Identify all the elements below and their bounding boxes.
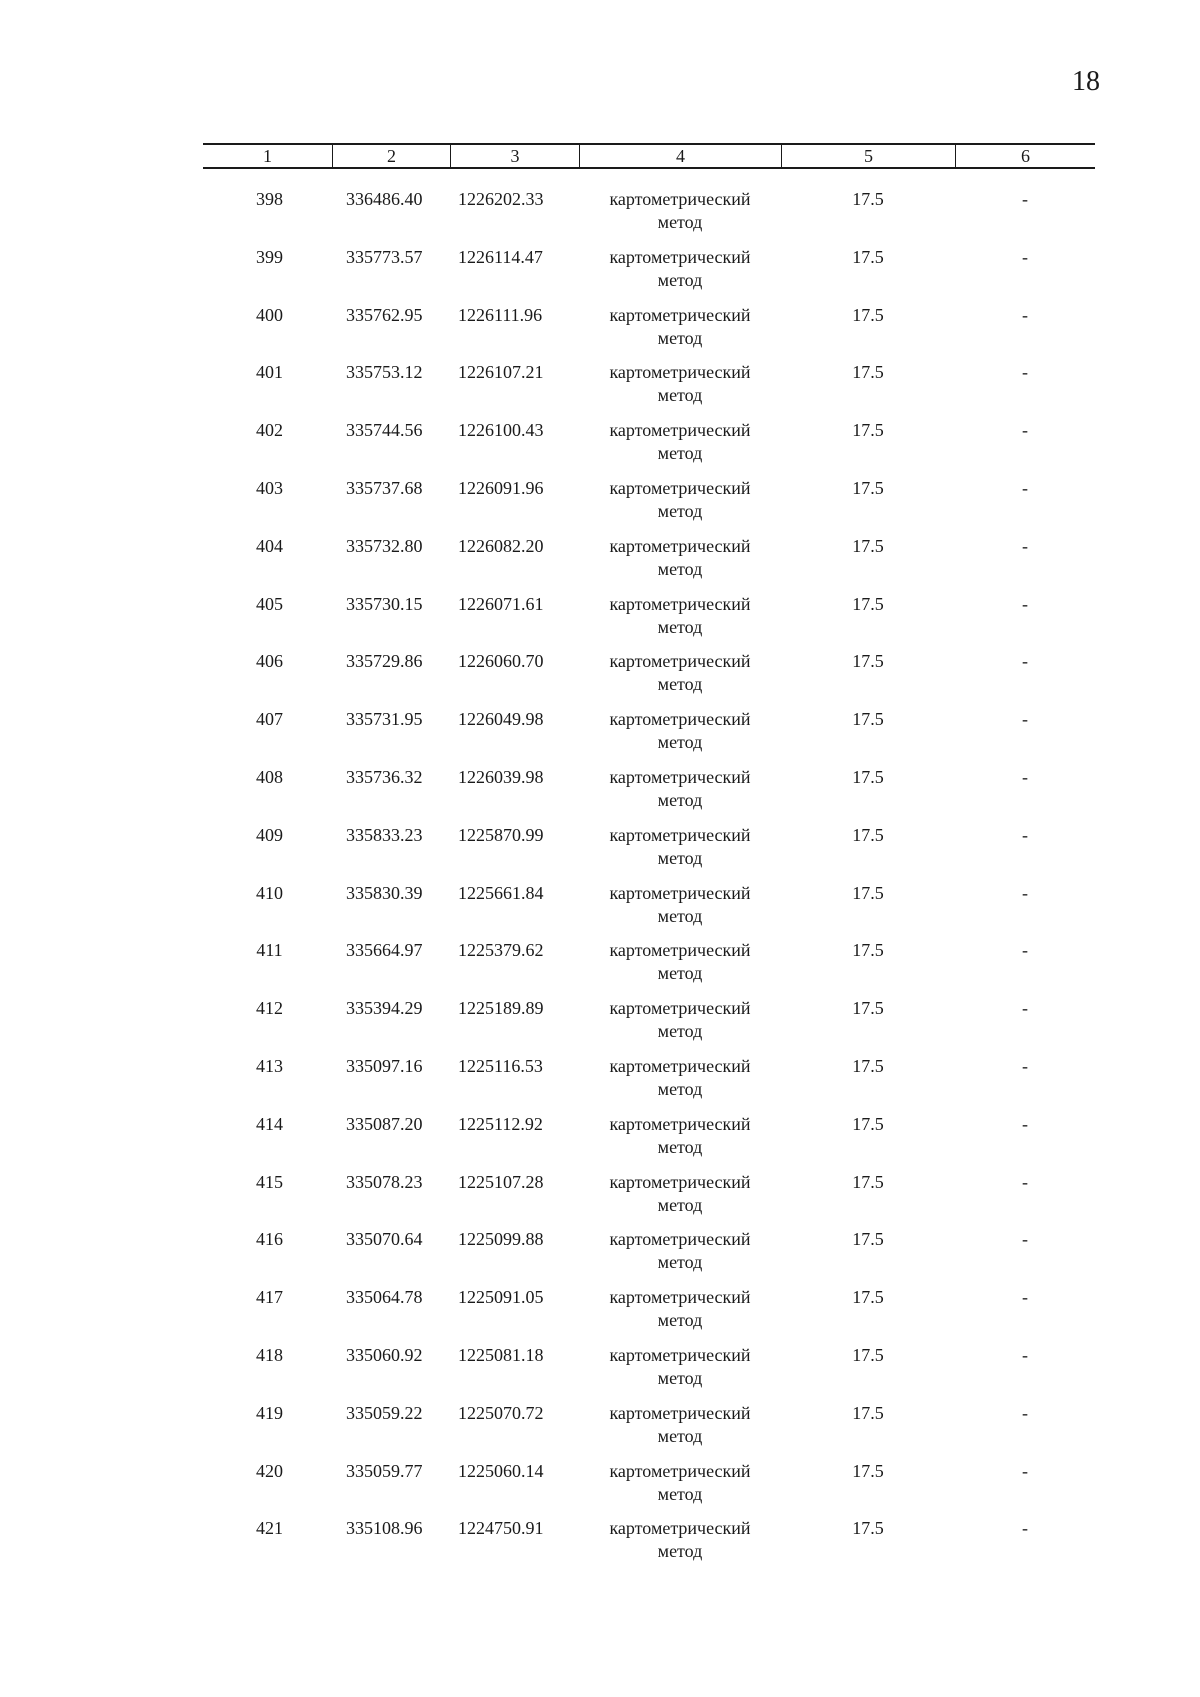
accuracy-value: 17.5 [852, 1229, 884, 1250]
table-row [203, 1402, 1095, 1460]
method-line-1: картометрический [609, 651, 751, 672]
x-coordinate: 335730.15 [346, 593, 423, 614]
method-line-1: картометрический [609, 940, 751, 961]
x-coordinate: 335732.80 [346, 535, 423, 556]
x-coordinate: 335729.86 [346, 651, 423, 672]
y-coordinate: 1226111.96 [458, 304, 543, 325]
accuracy-value: 17.5 [852, 593, 884, 614]
note-value: - [1022, 593, 1028, 614]
column-header-5: 5 [781, 145, 955, 167]
method-cell [579, 477, 781, 535]
point-number: 400 [256, 304, 283, 325]
method-line-1: картометрический [609, 882, 751, 903]
note-value: - [1022, 362, 1028, 383]
method-line-2: метод [657, 1021, 703, 1042]
x-coordinate: 335762.95 [346, 304, 423, 325]
table-row [203, 824, 1095, 882]
method-line-2: метод [657, 963, 703, 984]
method-line-1: картометрический [609, 189, 751, 209]
method-line-2: метод [657, 1194, 703, 1215]
y-coordinate: 1225060.14 [458, 1460, 544, 1481]
note-value: - [1022, 304, 1028, 325]
table-row [203, 477, 1095, 535]
y-coordinate: 1225112.92 [458, 1113, 543, 1134]
point-number: 411 [256, 940, 283, 961]
point-number: 418 [256, 1344, 283, 1365]
point-number: 415 [256, 1171, 283, 1192]
method-line-1: картометрический [609, 1344, 751, 1365]
table-row [203, 650, 1095, 708]
method-line-1: картометрический [609, 420, 751, 441]
method-line-1: картометрический [609, 304, 751, 325]
note-value: - [1022, 766, 1028, 787]
table-body [203, 169, 1095, 1575]
note-value: - [1022, 1287, 1028, 1308]
accuracy-value: 17.5 [852, 304, 884, 325]
table-row [203, 997, 1095, 1055]
method-line-1: картометрический [609, 824, 751, 845]
method-line-2: метод [657, 1483, 703, 1504]
note-value: - [1022, 1402, 1028, 1423]
method-line-2: метод [657, 674, 703, 695]
method-line-2: метод [657, 1425, 703, 1446]
table-row [203, 593, 1095, 651]
method-cell [579, 650, 781, 708]
column-header-2: 2 [332, 145, 450, 167]
table-row [203, 304, 1095, 362]
note-value: - [1022, 709, 1028, 730]
point-number: 398 [256, 189, 283, 209]
method-line-1: картометрический [609, 1171, 751, 1192]
method-line-2: метод [657, 1136, 703, 1157]
note-value: - [1022, 1055, 1028, 1076]
method-cell [579, 593, 781, 651]
column-header-3: 3 [450, 145, 579, 167]
x-coordinate: 335097.16 [346, 1055, 423, 1076]
column-header-1: 1 [263, 146, 272, 166]
method-cell [579, 304, 781, 362]
column-header-6: 6 [955, 145, 1095, 167]
point-number: 406 [256, 651, 283, 672]
note-value: - [1022, 998, 1028, 1019]
accuracy-value: 17.5 [852, 1113, 884, 1134]
accuracy-value: 17.5 [852, 940, 884, 961]
y-coordinate: 1225189.89 [458, 998, 544, 1019]
point-number: 420 [256, 1460, 283, 1481]
y-coordinate: 1226039.98 [458, 766, 544, 787]
method-cell [579, 708, 781, 766]
method-line-1: картометрический [609, 362, 751, 383]
y-coordinate: 1226100.43 [458, 420, 544, 441]
method-cell [579, 246, 781, 304]
table-row [203, 1517, 1095, 1575]
point-number: 421 [256, 1518, 283, 1539]
note-value: - [1022, 477, 1028, 498]
method-cell [579, 766, 781, 824]
note-value: - [1022, 189, 1028, 209]
accuracy-value: 17.5 [852, 882, 884, 903]
x-coordinate: 335064.78 [346, 1287, 423, 1308]
accuracy-value: 17.5 [852, 1344, 884, 1365]
method-line-2: метод [657, 269, 703, 290]
method-line-2: метод [657, 1541, 703, 1562]
x-coordinate: 335737.68 [346, 477, 423, 498]
accuracy-value: 17.5 [852, 1460, 884, 1481]
accuracy-value: 17.5 [852, 420, 884, 441]
point-number: 405 [256, 593, 283, 614]
method-line-2: метод [657, 1252, 703, 1273]
method-cell [579, 535, 781, 593]
x-coordinate: 335744.56 [346, 420, 423, 441]
x-coordinate: 335664.97 [346, 940, 423, 961]
x-coordinate: 335078.23 [346, 1171, 423, 1192]
x-coordinate: 335830.39 [346, 882, 423, 903]
method-cell [579, 1402, 781, 1460]
accuracy-value: 17.5 [852, 1287, 884, 1308]
note-value: - [1022, 1171, 1028, 1192]
y-coordinate: 1226071.61 [458, 593, 544, 614]
method-line-2: метод [657, 212, 703, 232]
note-value: - [1022, 882, 1028, 903]
y-coordinate: 1226082.20 [458, 535, 544, 556]
y-coordinate: 1225081.18 [458, 1344, 544, 1365]
x-coordinate: 335070.64 [346, 1229, 423, 1250]
method-cell [579, 882, 781, 940]
method-line-1: картометрический [609, 1113, 751, 1134]
method-line-2: метод [657, 732, 703, 753]
method-cell [579, 1344, 781, 1402]
method-line-1: картометрический [609, 1402, 751, 1423]
method-line-2: метод [657, 1078, 703, 1099]
note-value: - [1022, 1229, 1028, 1250]
table-row [203, 939, 1095, 997]
method-line-1: картометрический [609, 477, 751, 498]
method-cell [579, 1113, 781, 1171]
method-cell [579, 1171, 781, 1229]
method-line-1: картометрический [609, 593, 751, 614]
accuracy-value: 17.5 [852, 362, 884, 383]
note-value: - [1022, 420, 1028, 441]
point-number: 416 [256, 1229, 283, 1250]
method-cell [579, 419, 781, 477]
x-coordinate: 335736.32 [346, 766, 423, 787]
point-number: 402 [256, 420, 283, 441]
note-value: - [1022, 824, 1028, 845]
note-value: - [1022, 246, 1028, 267]
x-coordinate: 335059.22 [346, 1402, 423, 1423]
coordinates-table [203, 143, 1095, 1575]
method-line-2: метод [657, 847, 703, 868]
point-number: 408 [256, 766, 283, 787]
y-coordinate: 1226107.21 [458, 362, 544, 383]
method-line-2: метод [657, 558, 703, 579]
y-coordinate: 1225116.53 [458, 1055, 543, 1076]
table-row [203, 1344, 1095, 1402]
method-line-1: картометрический [609, 1518, 751, 1539]
y-coordinate: 1224750.91 [458, 1518, 544, 1539]
method-line-2: метод [657, 1367, 703, 1388]
point-number: 417 [256, 1287, 283, 1308]
y-coordinate: 1225870.99 [458, 824, 544, 845]
method-cell [579, 1055, 781, 1113]
table-row [203, 246, 1095, 304]
y-coordinate: 1225107.28 [458, 1171, 544, 1192]
y-coordinate: 1225099.88 [458, 1229, 544, 1250]
accuracy-value: 17.5 [852, 1055, 884, 1076]
table-row [203, 1228, 1095, 1286]
note-value: - [1022, 1460, 1028, 1481]
method-line-2: метод [657, 1310, 703, 1331]
method-cell [579, 1460, 781, 1518]
method-cell [579, 939, 781, 997]
table-row [203, 766, 1095, 824]
note-value: - [1022, 940, 1028, 961]
point-number: 409 [256, 824, 283, 845]
method-line-1: картометрический [609, 766, 751, 787]
method-line-1: картометрический [609, 709, 751, 730]
column-header-4: 4 [579, 145, 781, 167]
x-coordinate: 336486.40 [346, 189, 423, 209]
method-cell [579, 1228, 781, 1286]
y-coordinate: 1225070.72 [458, 1402, 544, 1423]
table-header-row [203, 143, 1095, 169]
note-value: - [1022, 651, 1028, 672]
accuracy-value: 17.5 [852, 1171, 884, 1192]
table-row [203, 882, 1095, 940]
table-row [203, 1113, 1095, 1171]
x-coordinate: 335059.77 [346, 1460, 423, 1481]
accuracy-value: 17.5 [852, 189, 884, 209]
method-line-2: метод [657, 616, 703, 637]
point-number: 419 [256, 1402, 283, 1423]
method-line-2: метод [657, 443, 703, 464]
accuracy-value: 17.5 [852, 998, 884, 1019]
table-row [203, 1286, 1095, 1344]
accuracy-value: 17.5 [852, 651, 884, 672]
method-line-2: метод [657, 385, 703, 406]
y-coordinate: 1226202.33 [458, 189, 544, 209]
method-line-1: картометрический [609, 1460, 751, 1481]
method-cell [579, 997, 781, 1055]
accuracy-value: 17.5 [852, 766, 884, 787]
table-row [203, 535, 1095, 593]
accuracy-value: 17.5 [852, 535, 884, 556]
table-row [203, 419, 1095, 477]
x-coordinate: 335833.23 [346, 824, 423, 845]
point-number: 414 [256, 1113, 283, 1134]
method-line-1: картометрический [609, 1055, 751, 1076]
method-line-1: картометрический [609, 1229, 751, 1250]
page-number: 18 [1072, 66, 1100, 97]
note-value: - [1022, 1113, 1028, 1134]
x-coordinate: 335773.57 [346, 246, 423, 267]
method-cell [579, 188, 781, 246]
y-coordinate: 1226114.47 [458, 246, 543, 267]
point-number: 412 [256, 998, 283, 1019]
point-number: 401 [256, 362, 283, 383]
y-coordinate: 1226091.96 [458, 477, 544, 498]
y-coordinate: 1225661.84 [458, 882, 544, 903]
accuracy-value: 17.5 [852, 246, 884, 267]
x-coordinate: 335394.29 [346, 998, 423, 1019]
x-coordinate: 335753.12 [346, 362, 423, 383]
table-row [203, 1460, 1095, 1518]
x-coordinate: 335731.95 [346, 709, 423, 730]
method-cell [579, 1517, 781, 1575]
accuracy-value: 17.5 [852, 1518, 884, 1539]
y-coordinate: 1225379.62 [458, 940, 544, 961]
accuracy-value: 17.5 [852, 709, 884, 730]
x-coordinate: 335108.96 [346, 1518, 423, 1539]
method-line-2: метод [657, 789, 703, 810]
method-line-2: метод [657, 327, 703, 348]
accuracy-value: 17.5 [852, 477, 884, 498]
method-cell [579, 1286, 781, 1344]
table-row [203, 1171, 1095, 1229]
method-line-2: метод [657, 500, 703, 521]
point-number: 403 [256, 477, 283, 498]
note-value: - [1022, 1518, 1028, 1539]
method-line-1: картометрический [609, 246, 751, 267]
accuracy-value: 17.5 [852, 1402, 884, 1423]
y-coordinate: 1225091.05 [458, 1287, 544, 1308]
accuracy-value: 17.5 [852, 824, 884, 845]
point-number: 413 [256, 1055, 283, 1076]
table-row [203, 361, 1095, 419]
point-number: 410 [256, 882, 283, 903]
table-row [203, 1055, 1095, 1113]
note-value: - [1022, 535, 1028, 556]
table-row [203, 708, 1095, 766]
method-line-1: картометрический [609, 1287, 751, 1308]
x-coordinate: 335087.20 [346, 1113, 423, 1134]
method-cell [579, 361, 781, 419]
method-line-2: метод [657, 905, 703, 926]
point-number: 399 [256, 246, 283, 267]
note-value: - [1022, 1344, 1028, 1365]
method-line-1: картометрический [609, 998, 751, 1019]
method-cell [579, 824, 781, 882]
point-number: 407 [256, 709, 283, 730]
x-coordinate: 335060.92 [346, 1344, 423, 1365]
y-coordinate: 1226060.70 [458, 651, 544, 672]
table-row [203, 188, 1095, 246]
y-coordinate: 1226049.98 [458, 709, 544, 730]
method-line-1: картометрический [609, 535, 751, 556]
point-number: 404 [256, 535, 283, 556]
